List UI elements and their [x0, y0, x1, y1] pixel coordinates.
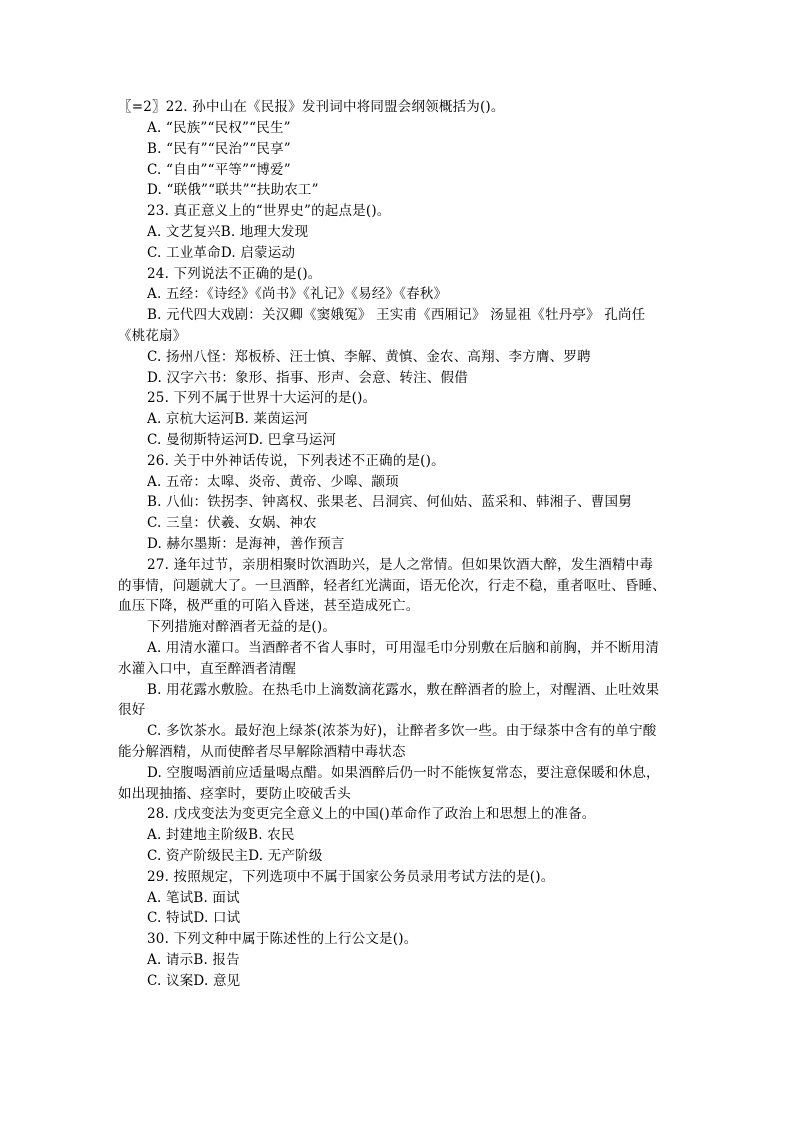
q22-option-b: B. “民有”“民治”“民享” [147, 141, 291, 157]
q24-option-b-cont: 《桃花扇》 [118, 328, 187, 344]
q27-option-a: A. 用清水灌口。当酒醉者不省人事时，可用湿毛巾分别敷在后脑和前胸，并不断用清 [147, 640, 660, 656]
question-26-stem: 26. 关于中外神话传说，下列表述不正确的是()。 [147, 453, 445, 469]
q30-options-cd: C. 议案D. 意见 [147, 973, 241, 989]
q22-option-c: C. “自由”“平等”“博爱” [147, 162, 291, 178]
question-25-stem: 25. 下列不属于世界十大运河的是()。 [147, 390, 377, 406]
q27-option-c: C. 多饮茶水。最好泡上绿茶(浓茶为好)，让醉者多饮一些。由于绿茶中含有的单宁酸 [147, 723, 657, 739]
q28-options-ab: A. 封建地主阶级B. 农民 [147, 827, 295, 843]
q26-option-d: D. 赫尔墨斯：是海神，善作预言 [147, 536, 345, 552]
question-27-passage: 27. 逢年过节，亲朋相聚时饮酒助兴，是人之常情。但如果饮酒大醉，发生酒精中毒 [147, 557, 654, 573]
question-28-stem: 28. 戊戌变法为变更完全意义上的中国()革命作了政治上和思想上的准备。 [147, 806, 596, 822]
q27-option-c-cont: 能分解酒精，从而使醉者尽早解除酒精中毒状态 [118, 744, 406, 760]
q24-option-d: D. 汉字六书：象形、指事、形声、会意、转注、假借 [147, 370, 468, 386]
q28-options-cd: C. 资产阶级民主D. 无产阶级 [147, 848, 323, 864]
question-27-stem: 下列措施对醉酒者无益的是()。 [147, 619, 337, 635]
q24-option-a: A. 五经：《诗经》《尚书》《礼记》《易经》《春秋》 [147, 286, 448, 302]
q23-options-cd: C. 工业革命D. 启蒙运动 [147, 245, 296, 261]
q26-option-c: C. 三皇：伏羲、女娲、神农 [147, 515, 317, 531]
q25-options-cd: C. 曼彻斯特运河D. 巴拿马运河 [147, 432, 337, 448]
q27-option-b-cont: 很好 [118, 702, 146, 718]
q24-option-c: C. 扬州八怪：郑板桥、汪士慎、李解、黄慎、金农、高翔、李方膺、罗聘 [147, 349, 591, 365]
question-30-stem: 30. 下列文种中属于陈述性的上行公文是()。 [147, 931, 418, 947]
question-22-stem: 〖=2〗22. 孙中山在《民报》发刊词中将同盟会纲领概括为()。 [118, 99, 505, 115]
q25-options-ab: A. 京杭大运河B. 莱茵运河 [147, 411, 309, 427]
question-29-stem: 29. 按照规定，下列选项中不属于国家公务员录用考试方法的是()。 [147, 869, 555, 885]
q27-option-d: D. 空腹喝酒前应适量喝点醋。如果酒醉后仍一时不能恢复常态，要注意保暖和休息， [147, 765, 660, 781]
q29-options-ab: A. 笔试B. 面试 [147, 890, 240, 906]
q26-option-b: B. 八仙：铁拐李、钟离权、张果老、吕洞宾、何仙姑、蓝采和、韩湘子、曹国舅 [147, 494, 632, 510]
q22-option-a: A. “民族”“民权”“民生” [147, 120, 291, 136]
q27-option-d-cont: 如出现抽搐、痉挛时，要防止咬破舌头 [118, 786, 351, 802]
question-27-passage-end: 血压下降，极严重的可陷入昏迷，甚至造成死亡。 [118, 598, 420, 614]
q27-option-a-cont: 水灌入口中，直至醉酒者清醒 [118, 661, 297, 677]
question-23-stem: 23. 真正意义上的“世界史”的起点是()。 [147, 203, 391, 219]
question-24-stem: 24. 下列说法不正确的是()。 [147, 266, 322, 282]
q26-option-a: A. 五帝：太嗥、炎帝、黄帝、少嗥、颛顼 [147, 474, 399, 490]
q27-option-b: B. 用花露水敷脸。在热毛巾上滴数滴花露水，敷在醉酒者的脸上，对醒酒、止吐效果 [147, 682, 660, 698]
q24-option-b: B. 元代四大戏剧：关汉卿《窦娥冤》 王实甫《西厢记》 汤显祖《牡丹亭》 孔尚任 [147, 307, 646, 323]
question-27-passage-cont: 的事情，问题就大了。一旦酒醉，轻者红光满面，语无伦次，行走不稳，重者呕吐、昏睡、 [118, 578, 666, 594]
q30-options-ab: A. 请示B. 报告 [147, 952, 240, 968]
q23-options-ab: A. 文艺复兴B. 地理大发现 [147, 224, 309, 240]
q22-option-d: D. “联俄”“联共”“扶助农工” [147, 182, 319, 198]
q29-options-cd: C. 特试D. 口试 [147, 910, 241, 926]
